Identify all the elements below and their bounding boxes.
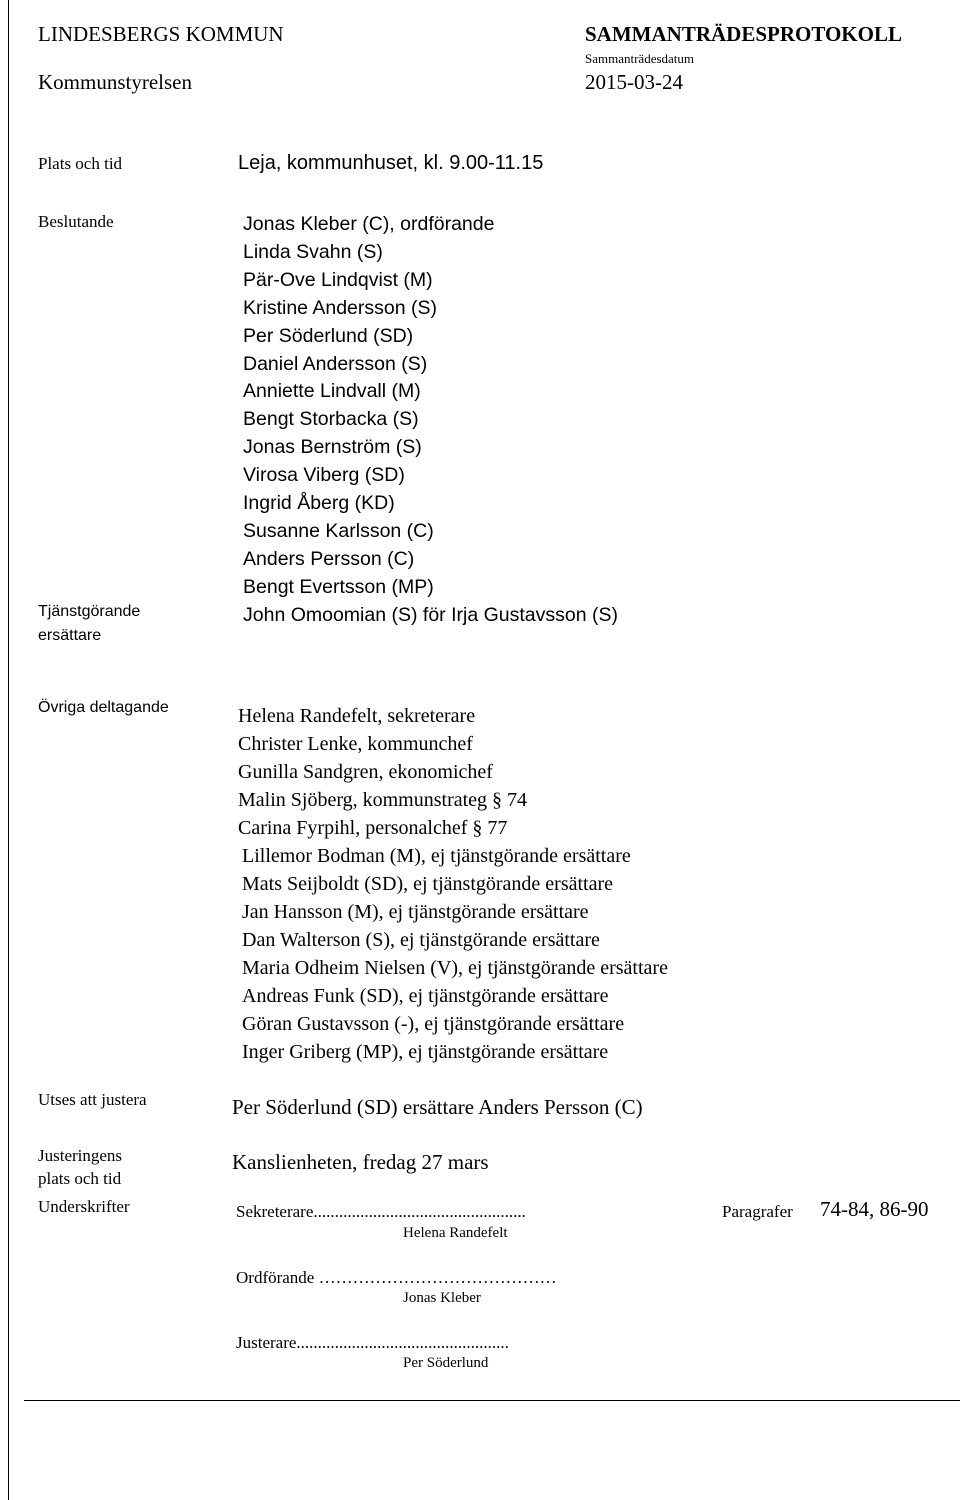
list-item: Jonas Kleber (C), ordförande xyxy=(243,213,495,235)
list-item: Jan Hansson (M), ej tjänstgörande ersättare xyxy=(242,901,589,923)
chair-signature-line xyxy=(236,1268,557,1288)
meeting-date: 2015-03-24 xyxy=(585,70,683,94)
list-item: Jonas Bernström (S) xyxy=(243,436,422,459)
list-item: Carina Fyrpihl, personalchef § 77 xyxy=(238,817,508,839)
list-item: Kristine Andersson (S) xyxy=(243,296,438,319)
municipality-name: LINDESBERGS KOMMUN xyxy=(38,22,284,46)
signatures-label: Underskrifter xyxy=(38,1197,130,1216)
adjust-place-value: Kanslienheten, fredag 27 mars xyxy=(232,1150,489,1174)
adjuster-label: Justerare xyxy=(236,1333,297,1352)
adjust-place-label-line1: Justeringens xyxy=(38,1146,123,1165)
adjuster-dots: .................................................. xyxy=(296,1333,509,1352)
deciding-label: Beslutande xyxy=(38,212,114,231)
bottom-rule xyxy=(24,1400,960,1401)
other-participants-list xyxy=(238,702,668,1066)
list-item: Christer Lenke, kommunchef xyxy=(238,733,473,755)
adjust-place-label-line2: plats och tid xyxy=(38,1169,122,1188)
left-margin-line xyxy=(8,0,9,1500)
secretary-dots: .................................................. xyxy=(313,1202,526,1221)
others-label: Övriga deltagande xyxy=(38,699,169,716)
deciding-members-list xyxy=(243,211,618,630)
list-item: Bengt Storbacka (S) xyxy=(243,408,419,431)
secretary-label: Sekreterare xyxy=(236,1202,314,1221)
chair-name: Jonas Kleber xyxy=(403,1290,481,1306)
place-label: Plats och tid xyxy=(38,154,123,173)
committee-name: Kommunstyrelsen xyxy=(38,70,192,94)
document-type: SAMMANTRÄDESPROTOKOLL xyxy=(585,22,902,46)
adjuster-signature-line xyxy=(236,1333,509,1353)
chair-dots: …………………………………… xyxy=(318,1268,557,1287)
list-item: Helena Randefelt, sekreterare xyxy=(238,705,476,727)
list-item: Anniette Lindvall (M) xyxy=(243,380,421,403)
list-item: Anders Persson (C) xyxy=(243,547,415,570)
list-item: Maria Odheim Nielsen (V), ej tjänstgörande ersättare xyxy=(242,957,668,979)
list-item: Per Söderlund (SD) xyxy=(243,324,414,347)
list-item: Linda Svahn (S) xyxy=(243,240,383,263)
substitutes-label-line1: Tjänstgörande xyxy=(38,603,141,620)
list-item: Ingrid Åberg (KD) xyxy=(243,492,395,515)
list-item: Gunilla Sandgren, ekonomichef xyxy=(238,761,493,783)
paragraphs-label: Paragrafer xyxy=(722,1202,793,1221)
list-item: Bengt Evertsson (MP) xyxy=(243,575,434,598)
list-item: Malin Sjöberg, kommunstrateg § 74 xyxy=(238,789,528,811)
list-item: Lillemor Bodman (M), ej tjänstgörande ersättare xyxy=(242,845,631,867)
list-item: Pär-Ove Lindqvist (M) xyxy=(243,268,433,291)
place-value: Leja, kommunhuset, kl. 9.00-11.15 xyxy=(238,152,544,174)
adjust-value: Per Söderlund (SD) ersättare Anders Persson (C) xyxy=(232,1095,643,1119)
meeting-date-label: Sammanträdesdatum xyxy=(585,51,695,66)
secretary-signature-line xyxy=(236,1202,526,1222)
chair-label: Ordförande xyxy=(236,1268,315,1287)
substitutes-label-line2: ersättare xyxy=(38,627,102,644)
list-item: Mats Seijboldt (SD), ej tjänstgörande ersättare xyxy=(242,873,614,895)
list-item: Inger Griberg (MP), ej tjänstgörande ersättare xyxy=(242,1041,609,1063)
list-item: Dan Walterson (S), ej tjänstgörande ersättare xyxy=(242,929,600,951)
list-item: Göran Gustavsson (-), ej tjänstgörande ersättare xyxy=(242,1013,625,1035)
adjuster-name: Per Söderlund xyxy=(403,1355,489,1371)
paragraphs-value: 74-84, 86-90 xyxy=(820,1197,929,1221)
list-item: Virosa Viberg (SD) xyxy=(243,464,405,487)
list-item: Andreas Funk (SD), ej tjänstgörande ersättare xyxy=(242,985,609,1007)
secretary-name: Helena Randefelt xyxy=(403,1225,508,1241)
list-item: Susanne Karlsson (C) xyxy=(243,519,434,542)
list-item: Daniel Andersson (S) xyxy=(243,352,428,375)
adjust-label: Utses att justera xyxy=(38,1090,147,1109)
list-item: John Omoomian (S) för Irja Gustavsson (S) xyxy=(243,603,618,626)
